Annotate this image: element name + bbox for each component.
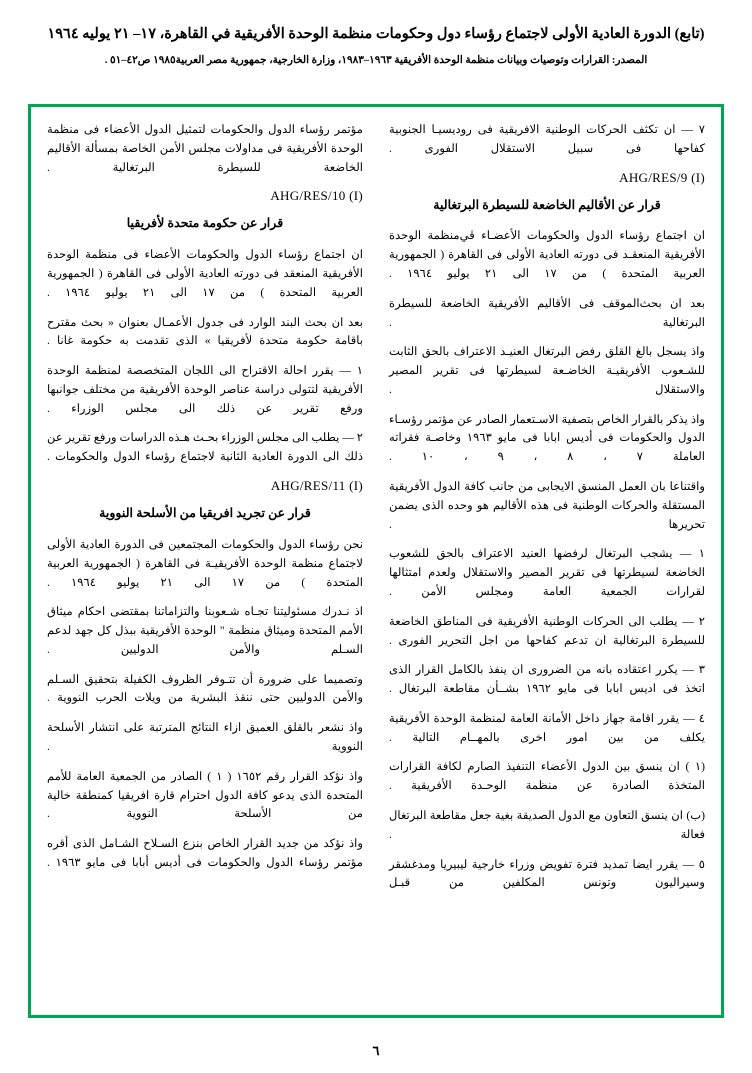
paragraph: اذ نـدرك مسئوليتنا تجـاه شـعوبنا والتزاماتنا بمقتضى احكام ميثاق الأمم المتحدة وميثاق منظمة " الوحدة الأفريقية ببذل كل جهد لدعم السـلم والأمن الدوليين .	[47, 605, 363, 656]
page-header	[0, 0, 752, 68]
paragraph: ٣ — يكرر اعتقاده بانه من الضرورى ان ينفذ بالكامل القرار الذى اتخذ فى اديس ابابا فى مايو ١٩٦٢ بشــأن مقاطعة البرتغال .	[389, 663, 705, 696]
paragraph: واذ نشعر بالقلق العميق ازاء النتائج المترتبة على انتشار الأسلحة النووية .	[47, 721, 363, 753]
paragraph: (١ ) ان ينسق بين الدول الأعضاء التنفيذ الصارم لكافة القرارات المتخذة الصادرة عن منظمة الوحـدة الأفريقية .	[389, 760, 705, 793]
column-right	[389, 121, 705, 1005]
resolution-code: AHG/RES/11 (I)	[270, 478, 363, 494]
paragraph: بعد ان بحث‌الموقف فى الأقاليم الأفريقية الخاضعة للسيطرة البرتغالية .	[389, 296, 705, 329]
paragraph: ٥ — يقرر ايضا تمديد فترة تفويض وزراء خارجية ليبيريا ومدغشقر وسيراليون وتونس المكلفين من قبـل	[389, 857, 705, 890]
paragraph: وتصميما على ضرورة أن تتـوفر الظروف الكفيلة بتحقيق السـلم والأمن الدوليين حتى ننقذ البشرية من ويلات الحرب النووية .	[47, 672, 363, 705]
page-number: ٦	[372, 1043, 380, 1058]
paragraph: واذ نؤكد القرار رقم ١٦٥٢ ( ١ ) الصادر من الجمعية العامة للأمم المتحدة الذى يدعو كافة الدول احترام قارة افريقيا كمنطقة خالية من الأسلحة النووية .	[47, 769, 363, 821]
paragraph: واقتناعا بان العمل المنسق الايجابى من جانب كافة الدول الأفريقية المستقلة والحركات الوطنية فى هذه الأقاليم هو وحده الذى يضمن تحريرها .	[389, 480, 705, 531]
paragraph: ١ — يشجب البرتغال لرفضها العنيد الاعتراف بالحق للشعوب الخاضعة لسيطرتها فى تقرير المصير والاستقلال ولعدم امتثالها لقرارات الجمعية العامة ومجلس الأمن .	[389, 547, 705, 598]
paragraph: ٧ — ان تكثف الحركات الوطنية الافريقية فى روديسيـا الجنوبية كفاحها فى سبيل الاستقلال الفورى .	[389, 123, 705, 155]
paragraph: ان اجتماع رؤساء الدول والحكومات الأعضاء فى منظمة الوحدة الأفريقية المنعقد فى دورته العادية الأولى فى القاهرة ( الجمهورية العربية المتحدة ) من ١٧ الى ٢١ يوليو ١٩٦٤ .	[47, 248, 364, 299]
header-source: المصدر: القرارات وتوصيات وبيانات منظمة الوحدة الأفريقية ١٩٦٣–١٩٨٣، وزارة الخارجية، جمهورية مصر العربية١٩٨٥ ص٤٢–٥١ .	[104, 54, 648, 66]
paragraph: ٢ — يطلب الى الحركات الوطنية الأفريقية فى المناطق الخاضعة للسيطرة البرتغالية ان تدعم كفاحها من اجل التحرير الفورى .	[389, 614, 705, 647]
paragraph: مؤتمر رؤساء الدول والحكومات لتمثيل الدول الأعضاء فى منظمة الوحدة الأفريقية فى مداولات مجلس الأمن الخاصة بمسألة الأقاليم الخاضعة للسيطرة البرتغالية .	[47, 123, 363, 174]
resolution-code: AHG/RES/10 (I)	[270, 188, 363, 204]
column-left	[47, 121, 363, 1005]
resolution-title: قرار عن تجريد افريقيا من الأسلحة النووية	[99, 506, 311, 521]
paragraph: ان اجتماع رؤساء الدول والحكومات الأعضـاء ڤي‌منظمة الوحدة الأفريقية المنعقـد فى دورته العادية الأولى فى القاهرة ( الجمهورية العربية المتحدة ) من ١٧ الى ٢١ يوليو ١٩٦٤ .	[389, 229, 706, 281]
resolution-code: AHG/RES/9 (I)	[619, 169, 705, 185]
paragraph: واذ يذكر بالقرار الخاص بتصفية الاسـتعمار الصادر عن مؤتمر رؤسـاء الدول والحكومات فى أديس ابابا فى مايو ١٩٦٣ وخاصـة فقراته العاملة ٧ ، ٨ ، ٩ ، ١٠ .	[389, 412, 705, 464]
content-frame	[28, 104, 724, 1018]
header-title: (تابع) الدورة العادية الأولى لاجتماع رؤساء دول وحكومات منظمة الوحدة الأفريقية في القاهرة، ١٧– ٢١ يوليه ١٩٦٤	[47, 26, 705, 42]
paragraph: (ب) ان ينسق التعاون مع الدول الصديقة بغية جعل مقاطعة البرتغال فعالة .	[389, 808, 705, 841]
paragraph: ٤ — يقرر اقامة جهاز داخل الأمانة العامة لمنظمة الوحدة الأفريقية يكلف من بين امور اخرى بالمهــام التالية .	[389, 711, 705, 744]
paragraph: نحن رؤساء الدول والحكومات المجتمعين فى الدورة العادية الأولى لاجتماع منظمة الوحدة الأفريقيـة فى القاهرة ( الجمهورية العربية المتحدة ) من ١٧ الى ٢١ يوليو ١٩٦٤ .	[47, 537, 363, 589]
resolution-title: قرار عن الأقاليم الخاضعة للسيطرة البرتغالية	[433, 197, 661, 212]
paragraph: واذ يسجل بالغ القلق رفض البرتغال العنيـد الاعتراف بالحق الثابت للشـعوب الأفريقيـة الخاضـعة لسيطرتها فى تقرير المصير والاستقلال .	[389, 345, 705, 396]
paragraph: ٢ — يطلب الى مجلس الوزراء بحـث هـذه الدراسات ورفع تقرير عن ذلك الى الدورة العادية الثانية لاجتماع رؤساء الدول والحكومات .	[47, 431, 363, 464]
two-column-body	[47, 121, 705, 1005]
paragraph: بعد ان بحث البند الوارد فى جدول الأعمـال بعنوان « بحث مقترح باقامة حكومة متحدة لأفريقيا » الذى تقدمت به حكومة غانا .	[47, 315, 363, 348]
resolution-title: قرار عن حكومة متحدة لأفريقيا	[126, 216, 284, 231]
paragraph: ١ — يقرر احالة الاقتراح الى اللجان المتخصصة لمنظمة الوحدة الأفريقية لتتولى دراسة عناصر الوحدة الأفريقية من مختلف جوانبها ورفع تقرير عن ذلك الى مجلس الوزراء .	[47, 364, 363, 415]
paragraph: واذ نؤكد من جديد القرار الخاص بنزع السـلاح الشـامل الذى أقره مؤتمر رؤساء الدول والحكومات فى أديس أبابا فى مايو ١٩٦٣ .	[47, 837, 363, 869]
